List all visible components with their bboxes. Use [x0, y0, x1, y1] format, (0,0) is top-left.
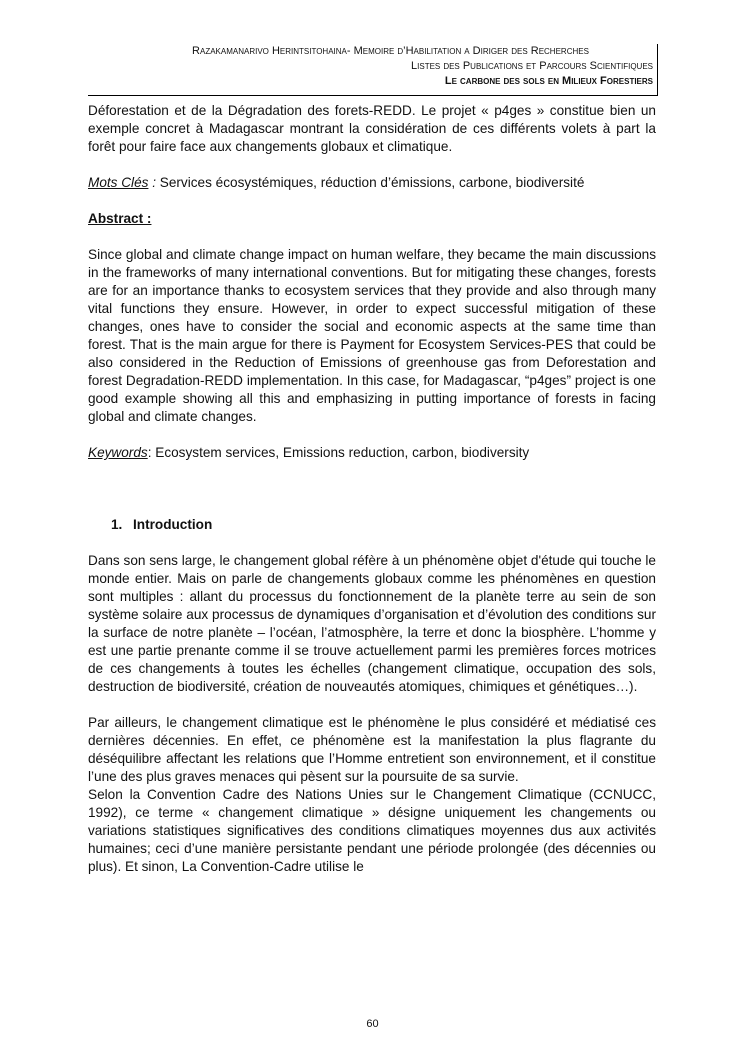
header-section: Listes des Publications et Parcours Scientifiques	[411, 60, 653, 72]
header-author-title: Razakamanarivo Herintsitohaina- Memoire d’Habilitation a Diriger des Recherches	[192, 45, 589, 57]
keywords-separator: :	[147, 445, 156, 460]
mots-cles-text: Services écosystémiques, réduction d’émissions, carbone, biodiversité	[159, 175, 585, 190]
intro-paragraph-3: Selon la Convention Cadre des Nations Unies sur le Changement Climatique (CCNUCC, 1992), ce terme « changement climatique » désigne uniquement les changements ou variations statistiques significatives des conditions climatiques moyennes dus aux activités humaines; ceci d’une manière persistante pendant une période prolongée (des décennies ou plus). Et sinon, La Convention-Cadre utilise le	[88, 787, 656, 874]
abstract-paragraph: Since global and climate change impact on human welfare, they became the main discussions in the frameworks of many international conventions. But for mitigating these changes, forests are for an importance thanks to ecosystem services that they provide and also through many vital functions they ensure. However, in order to expect successful mitigation of these changes, ones have to consider the social and economic aspects at the same time than forest. That is the main argue for there is Payment for Ecosystem Services-PES that could be also considered in the Reduction of Emissions of greenhouse gas from Deforestation and forest Degradation-REDD implementation. In this case, for Madagascar, “p4ges” project is one good example showing all this and emphasizing in putting importance of forests in facing global and climate changes.	[88, 247, 656, 424]
header-chapter: Le carbone des sols en Milieux Forestiers	[444, 75, 653, 87]
section-heading-introduction	[88, 516, 656, 534]
mots-cles-label: Mots Clés	[88, 175, 149, 190]
keywords-line	[88, 444, 656, 462]
keywords-label: Keywords	[88, 445, 148, 460]
section-title: Introduction	[133, 517, 213, 532]
intro-continuation-paragraph: Déforestation et de la Dégradation des forets-REDD. Le projet « p4ges » constitue bien un exemple concret à Madagascar montrant la considération de ces différents volets à part la forêt pour faire face aux changements globaux et climatique.	[88, 103, 656, 154]
mots-cles-separator: :	[148, 175, 160, 190]
intro-paragraph-2: Par ailleurs, le changement climatique est le phénomène le plus considéré et médiatisé ces dernières décennies. En effet, ce phénomène est la manifestation la plus flagrante du déséquilibre affectant les relations que l’Homme entretient son environnement, et il constitue l’une des plus graves menaces qui pèsent sur la poursuite de sa survie.	[88, 715, 656, 784]
mots-cles-line	[88, 174, 656, 192]
keywords-text: Ecosystem services, Emissions reduction, carbon, biodiversity	[155, 445, 530, 460]
section-number: 1.	[111, 517, 123, 532]
running-header	[88, 44, 658, 96]
page-content	[88, 102, 656, 876]
abstract-heading: Abstract :	[88, 211, 152, 226]
intro-paragraph-1: Dans son sens large, le changement global réfère à un phénomène objet d'étude qui touche le monde entier. Mais on parle de changements globaux comme les phénomènes en question sont multiples : allant du processus du fonctionnement de la planète terre au sein de son système solaire aux processus de dynamiques d’organisation et d’évolution des conditions sur la surface de notre planète – l’océan, l’atmosphère, la terre et donc la biosphère. L’homme y est une partie prenante comme il se trouve actuellement parmi les premières forces motrices de ces changements à toutes les échelles (changement climatique, occupation des sols, destruction de biodiversité, création de nouveautés atomiques, chimiques et génétiques…).	[88, 553, 656, 694]
page-number: 60	[366, 1018, 379, 1030]
